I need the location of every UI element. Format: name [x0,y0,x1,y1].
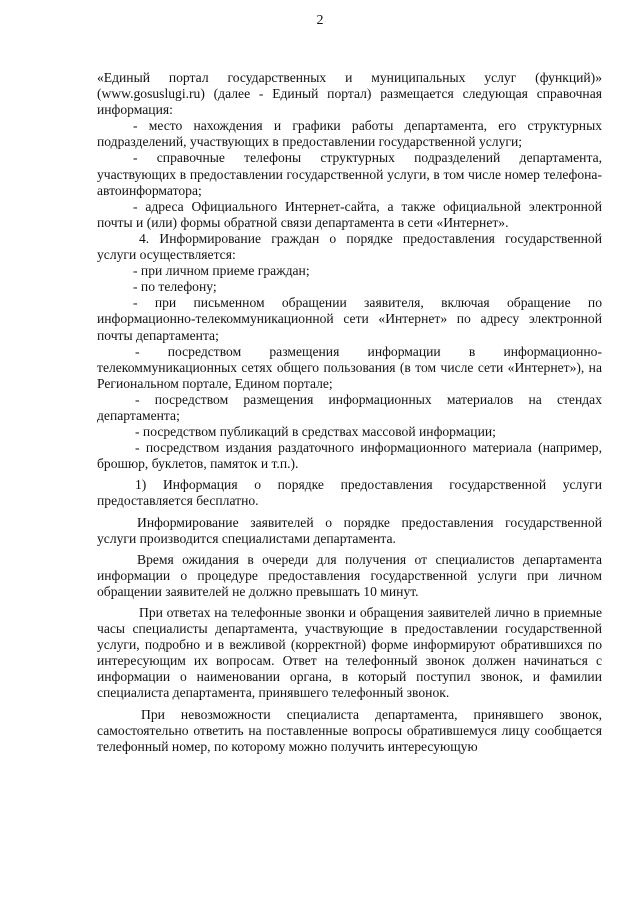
paragraph: - при личном приеме граждан; [133,263,310,279]
paragraph: Время ожидания в очереди для получения от специалистов департамента информации о процедуре предоставления государственной услуги при личном обращении заявителей не должно превышать 10 минут. [97,551,602,599]
paragraph: - по телефону; [133,279,217,295]
paragraph: - место нахождения и графики работы департамента, его структурных подразделений, участвующих в предоставлении государственной услуги; [97,118,602,150]
paragraph: - посредством издания раздаточного информационного материала (например, брошюр, буклетов, памяток и т.п.). [97,440,602,472]
paragraph: «Единый портал государственных и муниципальных услуг (функций)» (www.gosuslugi.ru) (далее - Единый портал) размещается следующая справочная информация: [97,70,602,118]
paragraph: При ответах на телефонные звонки и обращения заявителей лично в приемные часы специалисты департамента, участвующие в предоставлении государственной услуги, подробно и в вежливой (корректной) форме информируют обратившихся по интересующим их вопросам. Ответ на телефонный звонок должен начинаться с информации о наименовании органа, в который поступил звонок, и фамилии специалиста департамента, принявшего телефонный звонок. [97,605,602,701]
paragraph: - посредством размещения информации в информационно-телекоммуникационных сетях общего пользования (в том числе сети «Интернет»), на Региональном портале, Едином портале; [97,343,602,391]
paragraph: - посредством размещения информационных материалов на стендах департамента; [97,391,602,423]
paragraph: 4. Информирование граждан о порядке предоставления государственной услуги осуществляется: [97,230,602,263]
page-number: 2 [316,13,324,28]
paragraph: - справочные телефоны структурных подразделений департамента, участвующих в предоставлении государственной услуги, в том числе номер телефона-автоинформатора; [97,150,602,198]
paragraph: Информирование заявителей о порядке предоставления государственной услуги производится специалистами департамента. [97,514,602,546]
paragraph: При невозможности специалиста департамента, принявшего звонок, самостоятельно ответить на поставленные вопросы обратившемуся лицу сообщается телефонный номер, по которому можно получить интересующую [97,706,602,754]
paragraph: - при письменном обращении заявителя, включая обращение по информационно-телекоммуникационной сети «Интернет» по адресу электронной почты департамента; [97,295,602,343]
paragraph: - посредством публикаций в средствах массовой информации; [135,424,496,440]
paragraph: - адреса Официального Интернет-сайта, а также официальной электронной почты и (или) формы обратной связи департамента в сети «Интернет». [97,198,602,230]
document-body [97,70,602,755]
paragraph: 1) Информация о порядке предоставления государственной услуги предоставляется бесплатно. [97,477,602,509]
